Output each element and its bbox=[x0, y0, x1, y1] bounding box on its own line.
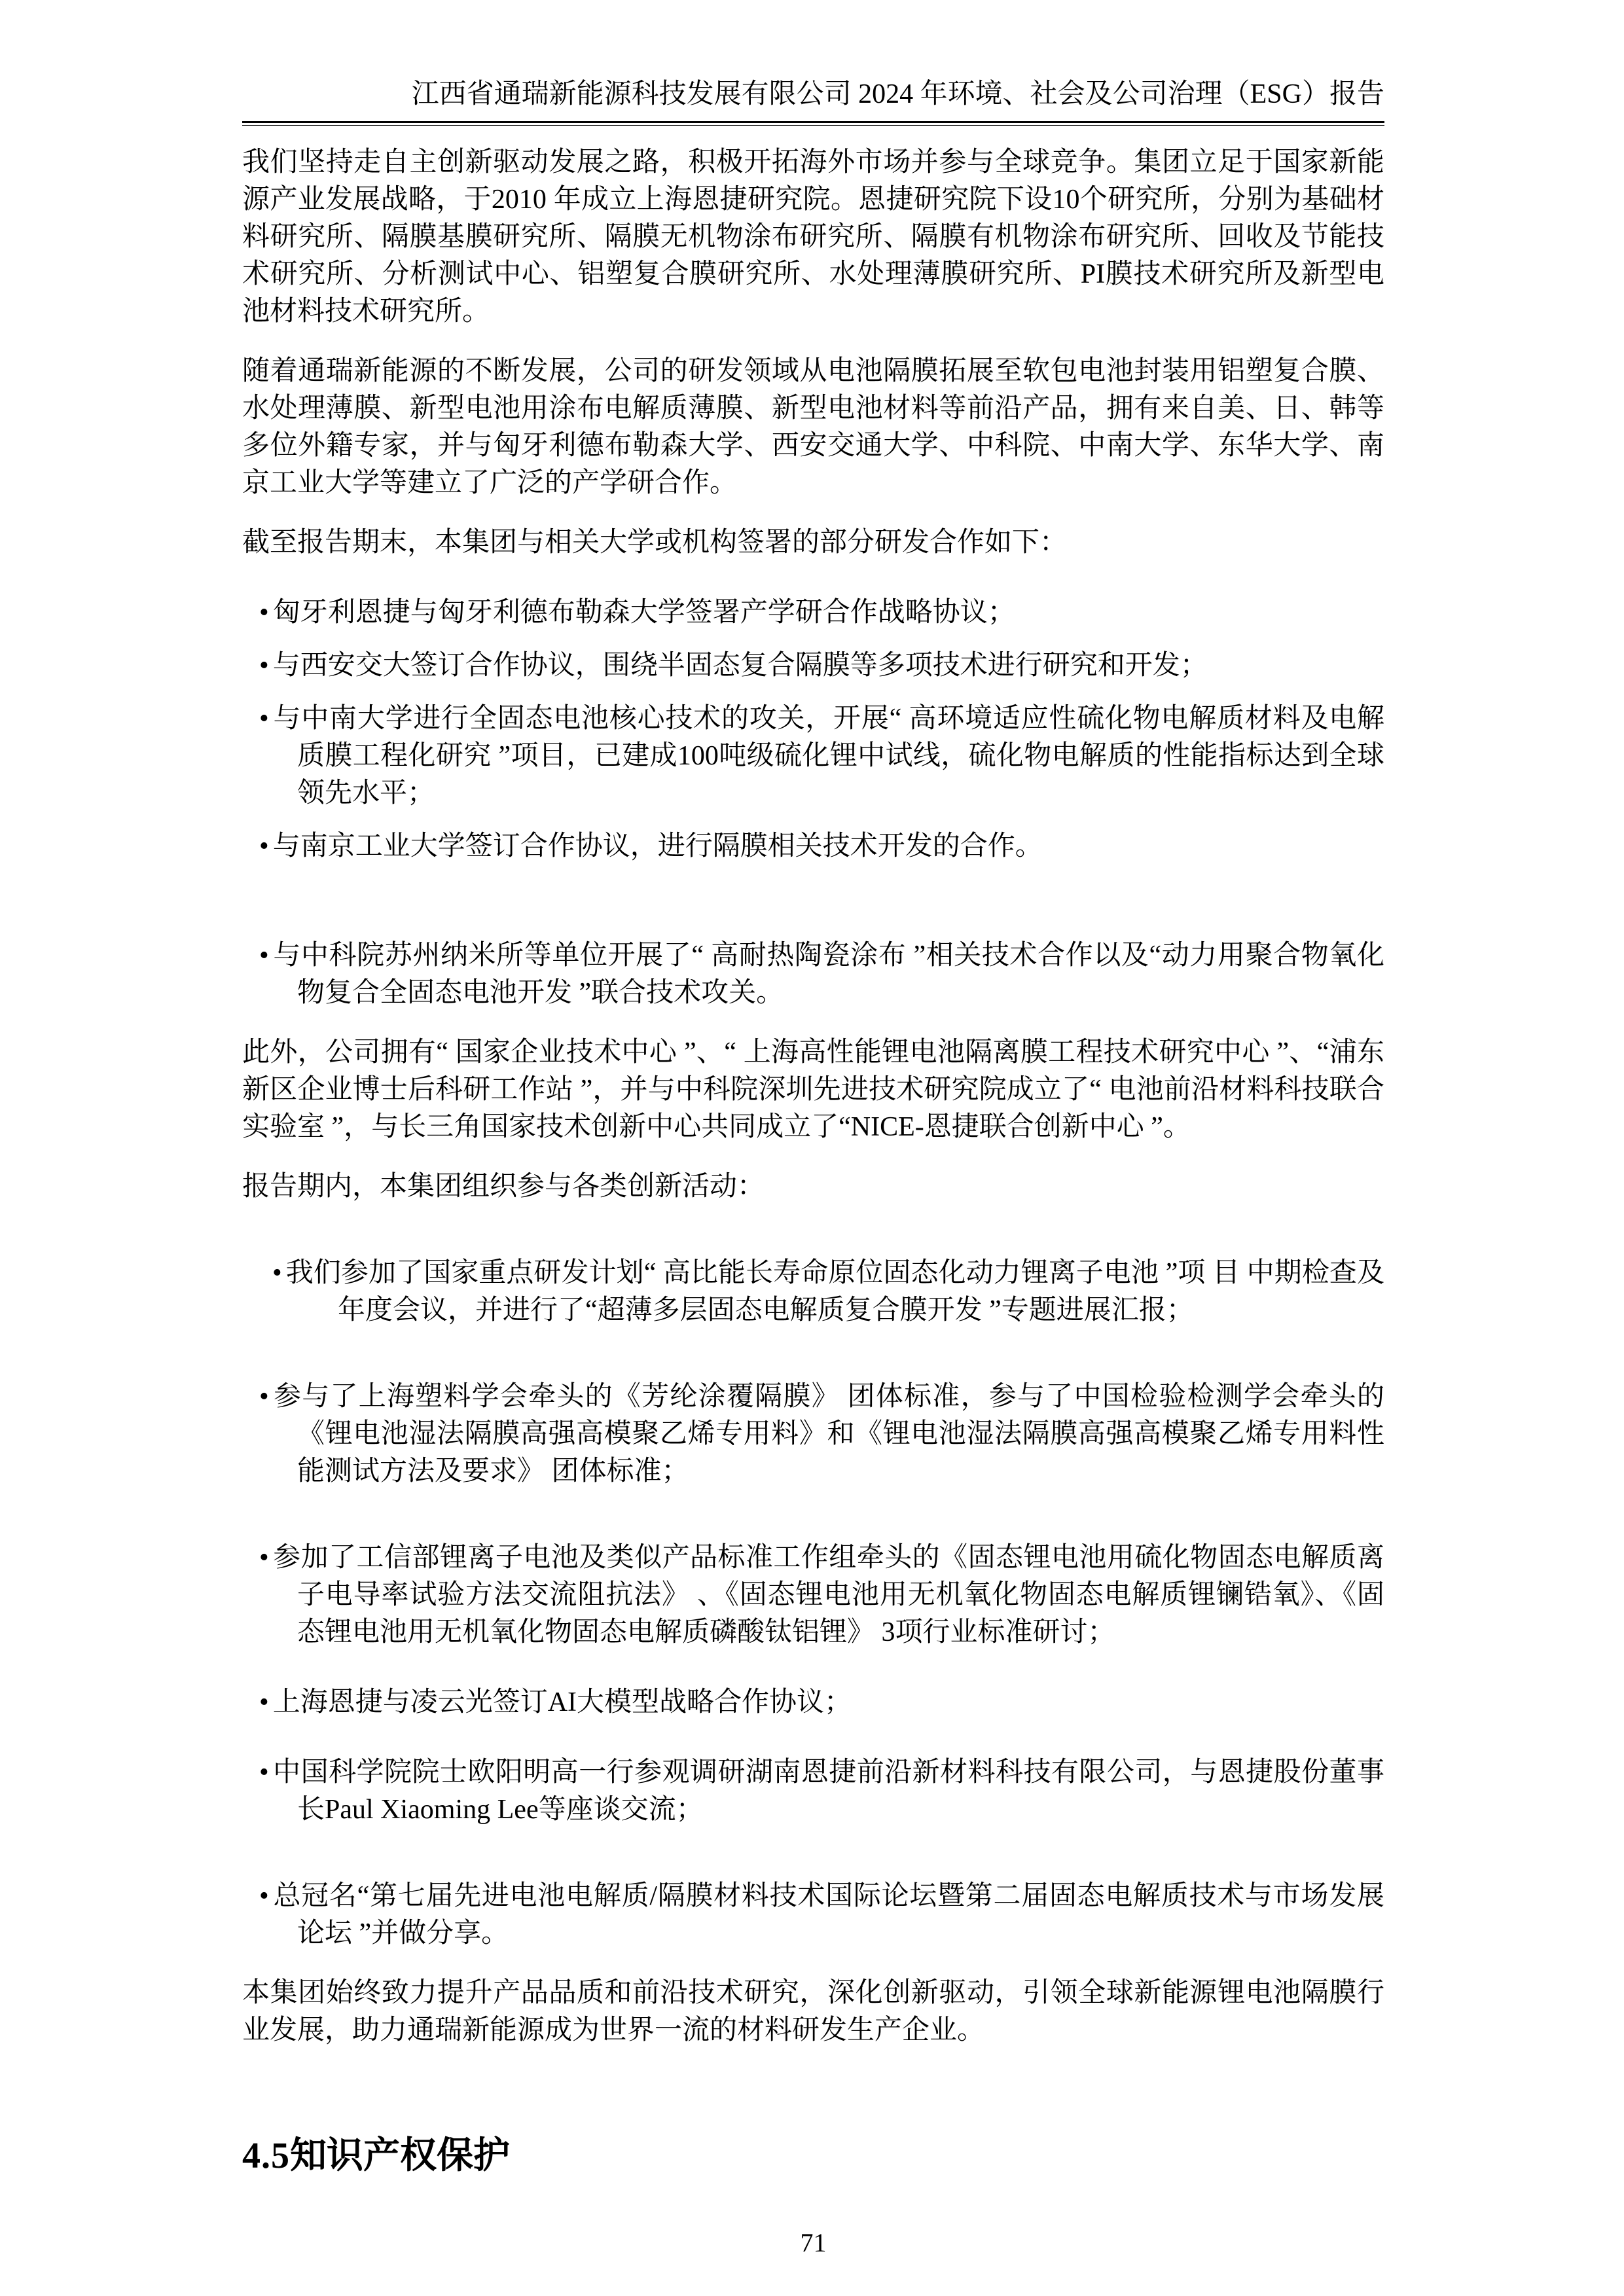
bullet-marker: • bbox=[259, 1542, 269, 1573]
page-number: 71 bbox=[800, 2227, 827, 2257]
bullet-text: 与南京工业大学签订合作协议，进行隔膜相关技术开发的合作。 bbox=[272, 831, 1043, 861]
bullet-item-central-south bbox=[242, 700, 1384, 812]
bullet-item-nanjing-tech bbox=[242, 828, 1384, 865]
paragraph-activities-intro: 报告期内，本集团组织参与各类创新活动： bbox=[242, 1171, 765, 1202]
bullet-item-suzhou-nano bbox=[242, 937, 1384, 1012]
bullet-text: 与中南大学进行全固态电池核心技术的攻关，开展“ 高环境适应性硫化物电解质材料及电解质膜工程化研究 ”项目，已建成100吨级硫化锂中试线，硫化物电解质的性能指标达到全球领先水平； bbox=[272, 703, 1384, 808]
page-header bbox=[242, 77, 1384, 126]
bullet-item-group-standards bbox=[242, 1378, 1384, 1490]
bullet-text: 与中科院苏州纳米所等单位开展了“ 高耐热陶瓷涂布 ”相关技术合作以及“动力用聚合物氧化物复合全固态电池开发 ”联合技术攻关。 bbox=[272, 940, 1384, 1008]
bullet-item-academician-visit bbox=[242, 1754, 1384, 1829]
bullet-marker: • bbox=[259, 940, 269, 971]
bullet-text: 上海恩捷与凌云光签订AI大模型战略合作协议； bbox=[272, 1687, 852, 1717]
bullet-text: 参加了工信部锂离子电池及类似产品标准工作组牵头的《固态锂电池用硫化物固态电解质离子电导率试验方法交流阻抗法》 、《固态锂电池用无机氧化物固态电解质锂镧锆氧》、《固态锂电池用无机氧化物固态电解质磷酸钛铝锂》 3项行业标准研讨； bbox=[272, 1542, 1384, 1647]
bullet-marker: • bbox=[259, 831, 269, 861]
document-body bbox=[242, 144, 1384, 2261]
bullet-text: 匈牙利恩捷与匈牙利德布勒森大学签署产学研合作战略协议； bbox=[272, 597, 1015, 628]
bullet-marker: • bbox=[259, 650, 269, 681]
paragraph-cooperation-intro: 截至报告期末，本集团与相关大学或机构签署的部分研发合作如下： bbox=[242, 527, 1068, 558]
bullet-text: 我们参加了国家重点研发计划“ 高比能长寿命原位固态化动力锂离子电池 ”项 目 中期检查及年度会议，并进行了“超薄多层固态电解质复合膜开发 ”专题进展汇报； bbox=[285, 1257, 1384, 1325]
paragraph-innovation-path: 我们坚持走自主创新驱动发展之路，积极开拓海外市场并参与全球竞争。集团立足于国家新能源产业发展战略，于2010 年成立上海恩捷研究院。恩捷研究院下设10个研究所，分别为基础材料研究所、隔膜基膜研究所、隔膜无机物涂布研究所、隔膜有机物涂布研究所、回收及节能技术研究所、分析测试中心、铝塑复合膜研究所、水处理薄膜研究所、PI膜技术研究所及新型电池材料技术研究所。 bbox=[242, 147, 1384, 327]
bullet-text: 与西安交大签订合作协议，围绕半固态复合隔膜等多项技术进行研究和开发； bbox=[272, 650, 1208, 681]
bullet-marker: • bbox=[259, 597, 269, 628]
bullet-item-forum-sponsorship bbox=[242, 1878, 1384, 1952]
bullet-text: 参与了上海塑料学会牵头的《芳纶涂覆隔膜》 团体标准，参与了中国检验检测学会牵头的《锂电池湿法隔膜高强高模聚乙烯专用料》和《锂电池湿法隔膜高强高模聚乙烯专用料性能测试方法及要求》 团体标准； bbox=[272, 1381, 1384, 1486]
bullet-item-miit-standards bbox=[242, 1539, 1384, 1651]
section-number: 4.5 bbox=[242, 2135, 290, 2176]
bullet-marker: • bbox=[259, 1687, 269, 1717]
paragraph-rd-fields: 随着通瑞新能源的不断发展，公司的研发领域从电池隔膜拓展至软包电池封装用铝塑复合膜、水处理薄膜、新型电池用涂布电解质薄膜、新型电池材料等前沿产品，拥有来自美、日、韩等多位外籍专家，并与匈牙利德布勒森大学、西安交通大学、中科院、中南大学、东华大学、南京工业大学等建立了广泛的产学研合作。 bbox=[242, 355, 1384, 498]
header-rule bbox=[242, 121, 1384, 126]
bullet-marker: • bbox=[259, 703, 269, 734]
bullet-item-xian-jiaotong bbox=[242, 647, 1384, 685]
section-heading bbox=[242, 2134, 1384, 2178]
section-title: 知识产权保护 bbox=[290, 2135, 510, 2176]
header-title: 江西省通瑞新能源科技发展有限公司 2024 年环境、社会及公司治理（ESG）报告 bbox=[411, 79, 1384, 109]
paragraph-research-centers: 此外，公司拥有“ 国家企业技术中心 ”、“ 上海高性能锂电池隔离膜工程技术研究中心 ”、“浦东新区企业博士后科研工作站 ”，并与中科院深圳先进技术研究院成立了“ 电池前沿材料科技联合实验室 ”，与长三角国家技术创新中心共同成立了“NICE-恩捷联合创新中心 ”。 bbox=[242, 1037, 1384, 1142]
bullet-marker: • bbox=[259, 1757, 269, 1787]
bullet-marker: • bbox=[272, 1257, 282, 1288]
bullet-item-hungary bbox=[242, 594, 1384, 632]
bullet-item-ai-cooperation bbox=[242, 1684, 1384, 1721]
bullet-marker: • bbox=[259, 1381, 269, 1412]
bullet-text: 总冠名“第七届先进电池电解质/隔膜材料技术国际论坛暨第二届固态电解质技术与市场发展论坛 ”并做分享。 bbox=[272, 1880, 1384, 1948]
bullet-marker: • bbox=[259, 1880, 269, 1911]
bullet-text: 中国科学院院士欧阳明高一行参观调研湖南恩捷前沿新材料科技有限公司，与恩捷股份董事长Paul Xiaoming Lee等座谈交流； bbox=[272, 1757, 1384, 1825]
bullet-item-national-rd-program bbox=[242, 1255, 1384, 1329]
paragraph-closing: 本集团始终致力提升产品品质和前沿技术研究，深化创新驱动，引领全球新能源锂电池隔膜行业发展，助力通瑞新能源成为世界一流的材料研发生产企业。 bbox=[242, 1977, 1384, 2045]
